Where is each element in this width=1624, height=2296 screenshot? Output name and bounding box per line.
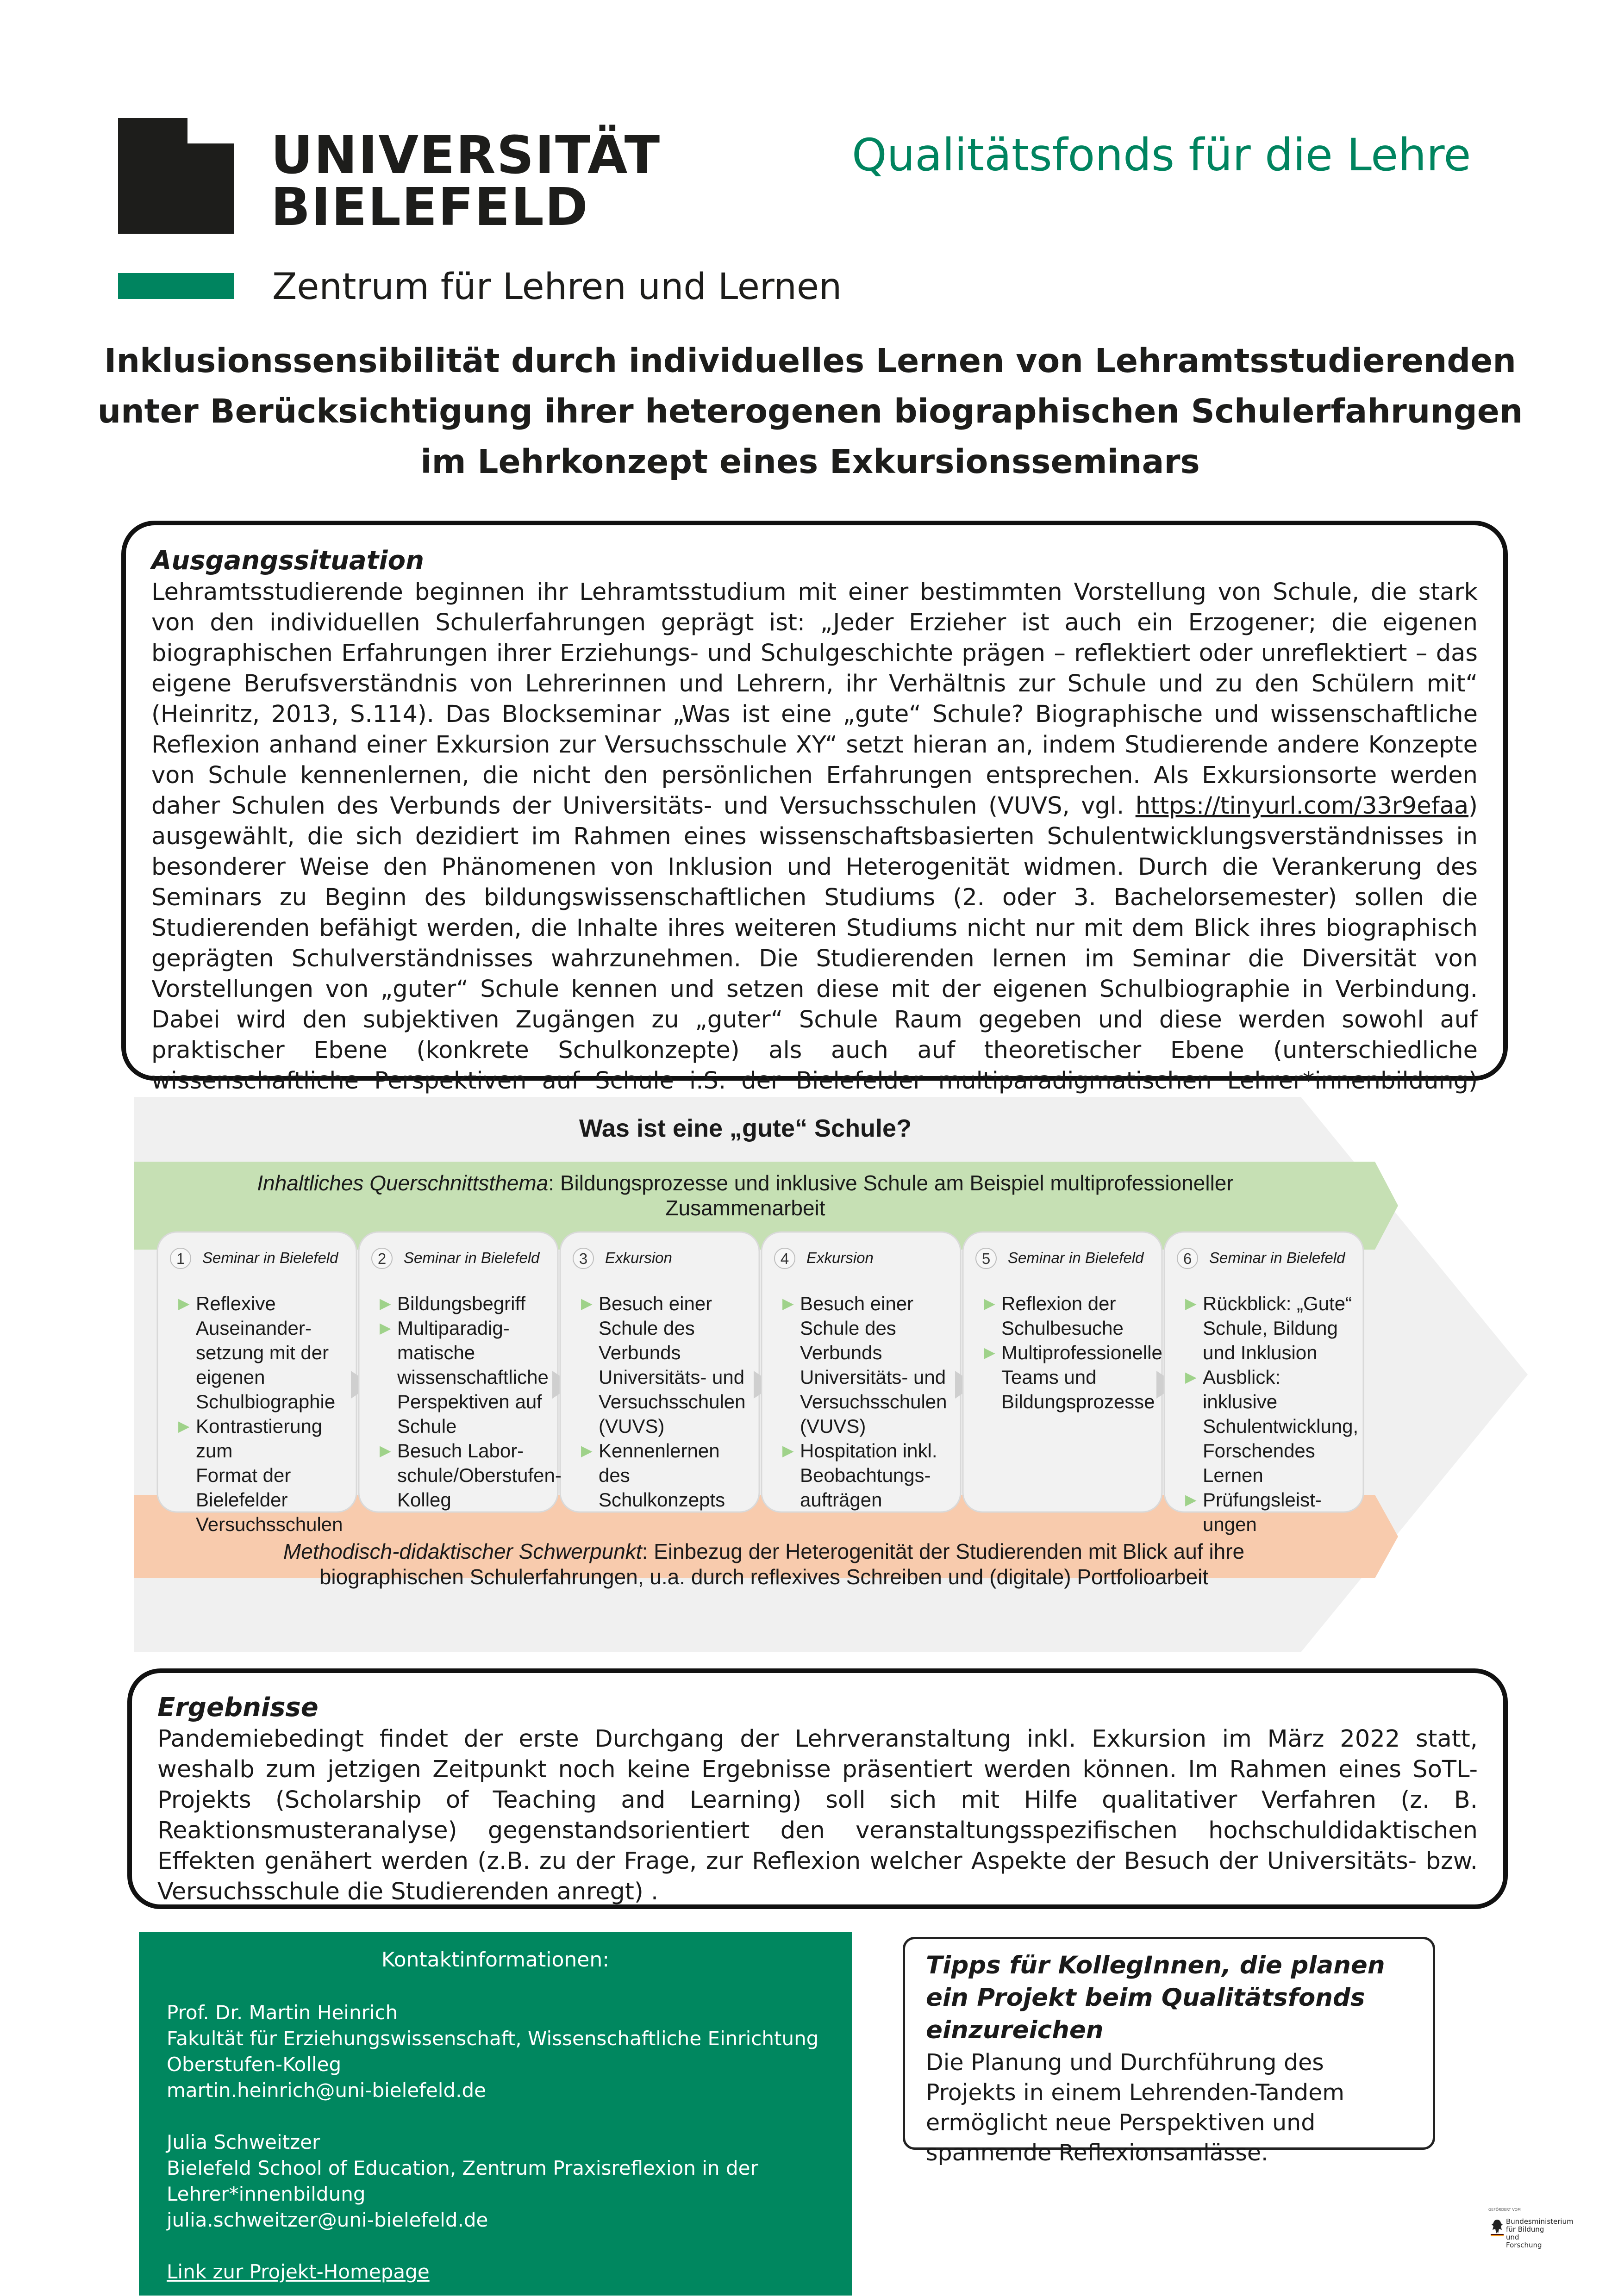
card-bullet-line: Forschendes (1203, 1440, 1315, 1462)
card-bullet-line: Versuchsschulen (196, 1513, 343, 1535)
diagram-title: Was ist eine „gute“ Schule? (579, 1114, 912, 1142)
contact-1-email[interactable]: martin.heinrich@uni-bielefeld.de (167, 2079, 486, 2102)
card-bullet-line: ▶ Multiprofessionelle (984, 1340, 1157, 1365)
ausgang-text (151, 577, 1478, 1127)
card-number: 4 (780, 1250, 789, 1267)
card-label: Seminar in Bielefeld (202, 1249, 338, 1266)
top-band-rest: : Bildungsprozesse und inklusive Schule am Beispiel multiprofessioneller (548, 1171, 1234, 1195)
card-bullet-line: Schule (397, 1415, 457, 1437)
bottom-band-italic: Methodisch-didaktischer Schwerpunkt (283, 1539, 642, 1563)
card-bullet-line: Universitäts- und (599, 1366, 745, 1388)
card-bullet-line: Kolleg (397, 1489, 451, 1511)
card-bullet-line: ▶ Kennenlernen des (581, 1438, 755, 1487)
card-bullet-line: Schule des (800, 1317, 896, 1339)
card-bullet-line: Schulbesuche (1001, 1317, 1124, 1339)
bottom-band-line-2: biographischen Schulerfahrungen, u.a. durch reflexives Schreiben und (digitale) Portfolioarbeit (319, 1565, 1209, 1589)
tips-box (903, 1937, 1435, 2166)
card-bullet-line: ▶ Besuch einer (581, 1291, 755, 1316)
card-bullet-line: ▶ Besuch einer (782, 1291, 956, 1316)
card-number: 1 (176, 1250, 185, 1267)
tips-heading: Tipps für KollegInnen, die planen ein Projekt beim Qualitätsfonds einzureichen (926, 1951, 1385, 2044)
section-ergebnisse (127, 1668, 1508, 1909)
contact-2-affiliation-2: Lehrer*innenbildung (167, 2183, 366, 2205)
card-bullet-line: ▶ Hospitation inkl. (782, 1438, 956, 1463)
card-bullet-line: (VUVS) (599, 1415, 665, 1437)
card-bullet-line: wissenschaftliche (397, 1366, 549, 1388)
top-band-italic: Inhaltliches Querschnittsthema (257, 1171, 549, 1195)
card-bullet-line: schule/Oberstufen- (397, 1464, 562, 1486)
tips-text: Die Planung und Durchführung des Projekts in einem Lehrenden-Tandem ermöglicht neue Perspektiven und spannende Reflexionsanlässe. (926, 2049, 1344, 2166)
card-label: Seminar in Bielefeld (1008, 1249, 1144, 1266)
ausgang-text-part-2: ) ausgewählt, die sich dezidiert im Rahmen eines wissenschaftsbasierten Schulentwicklungsverständnisses in besonderer Weise den Phänomenen von Inklusion und Heterogenität widmen. Durch die Verankerung des Seminars zu Beginn des bildungswissenschaftlichen Studiums (2. oder 3. Bachelorsemester) sollen die Studierenden befähigt werden, die Inhalte ihres weiteren Studiums nicht nur mit dem Blick ihres biographisch geprägten Schulverständnisses wahrzunehmen. Die Studierenden lernen im Seminar die Diversität von Vorstellungen von „guter“ Schule kennen und setzen diese mit der eigenen Schulbiographie in Verbindung. Dabei wird den subjektiven Zugängen zu „guter“ Schule Raum gegeben und diese werden sowohl auf praktischer Ebene (konkrete Schulkonzepte) als auch auf theoretischer Ebene (unterschiedliche wissenschaftliche Perspektiven auf Schule i.S. der Bielefelder multiparadigmatischen Lehrer*innenbildung) (151, 792, 1478, 1095)
bottom-band-line-1 (283, 1539, 1244, 1563)
card-bullet-line: ▶ Reflexion der (984, 1291, 1157, 1316)
card-bullet-line: Versuchsschulen (800, 1391, 947, 1412)
bottom-band-rest: : Einbezug der Heterogenität der Studierenden mit Blick auf ihre (642, 1539, 1245, 1563)
card-bullet-line: Schulkonzepts (599, 1489, 725, 1511)
card-bullet-line: Perspektiven auf (397, 1391, 542, 1412)
card-bullet-line: Schule, Bildung (1203, 1317, 1338, 1339)
contact-2-name: Julia Schweitzer (167, 2131, 320, 2153)
university-line-1: UNIVERSITÄT (271, 125, 661, 186)
card-bullet-line: Bielefelder (196, 1489, 288, 1511)
title-line-3: im Lehrkonzept eines Exkursionsseminars (420, 442, 1200, 481)
vuvs-link[interactable]: https://tinyurl.com/33r9efaa (1135, 792, 1469, 820)
sponsor-name (1506, 2217, 1574, 2249)
accent-bar (118, 273, 234, 299)
card-bullet-line: (VUVS) (800, 1415, 866, 1437)
contact-panel (139, 1932, 852, 2296)
sponsor-logo (1488, 2208, 1574, 2277)
card-bullet-line: Format der (196, 1464, 291, 1486)
card-bullet-line: ▶ Prüfungsleist- (1185, 1487, 1359, 1512)
card-bullet-line: ▶ Besuch Labor- (380, 1438, 553, 1463)
university-logo-mark (118, 118, 234, 234)
card-bullet-line: Versuchsschulen (599, 1391, 746, 1412)
card-bullet-line: setzung mit der (196, 1342, 329, 1363)
card-label: Seminar in Bielefeld (404, 1249, 540, 1266)
section-ausgangssituation (121, 521, 1508, 1095)
ausgang-text-part-1: Lehramtsstudierende beginnen ihr Lehramtsstudium mit einer bestimmten Vorstellung von Schule, die stark von den individuellen Schulerfahrungen geprägt ist: „Jeder Erzieher ist auch ein Erzogener; die eigenen biographischen Erfahrungen ihrer Erziehungs- und Schulgeschichte prägen – reflektiert oder unreflektiert – das eigene Berufsverständnis von Lehrerinnen und Lehrern, ihr Verhältnis zur Schule und zu den Schülern mit“ (Heinritz, 2013, S.114). Das Blockseminar „Was ist eine „gute“ Schule? Biographische und wissenschaftliche Reflexion anhand einer Exkursion zur Versuchsschule XY“ setzt hieran an, indem Studierende andere Konzepte von Schule kennenlernen, die nicht den persönlichen Erfahrungen entsprechen. Als Exkursionsorte werden daher Schulen des Verbunds der Universitäts- und Versuchsschulen (VUVS, vgl. (151, 579, 1478, 820)
card-bullet-line: Schule des (599, 1317, 695, 1339)
federal-eagle-icon (1491, 2218, 1504, 2236)
card-bullets (984, 1291, 1162, 1414)
university-line-2: BIELEFELD (271, 177, 589, 237)
fund-title: Qualitätsfonds für die Lehre (852, 129, 1471, 181)
sponsor-line-2: für Bildung (1506, 2225, 1544, 2234)
card-bullet-line: Auseinander- (196, 1317, 312, 1339)
contact-2-affiliation-1: Bielefeld School of Education, Zentrum Praxisreflexion in der (167, 2157, 758, 2179)
card-label: Exkursion (806, 1249, 874, 1266)
card-bullet-line: Lernen (1203, 1464, 1263, 1486)
card-bullet-line: matische (397, 1342, 475, 1363)
card-bullet-line: Verbunds (800, 1342, 882, 1363)
card-bullet-line: Teams und (1001, 1366, 1097, 1388)
card-bullets (782, 1291, 956, 1512)
contact-1-name: Prof. Dr. Martin Heinrich (167, 2001, 398, 2024)
card-number: 6 (1183, 1250, 1192, 1267)
top-band-line-1 (257, 1171, 1233, 1195)
card-bullets (581, 1291, 755, 1512)
ausgang-heading: Ausgangssituation (151, 546, 424, 576)
card-bullet-line: Bildungsprozesse (1001, 1391, 1155, 1412)
card-label: Seminar in Bielefeld (1209, 1249, 1345, 1266)
card-bullet-line: ▶ Kontrastierung zum (178, 1414, 352, 1463)
card-bullets (178, 1291, 352, 1537)
contact-1-affiliation-1: Fakultät für Erziehungswissenschaft, Wissenschaftliche Einrichtung (167, 2027, 819, 2050)
title-line-2: unter Berücksichtigung ihrer heterogenen biographischen Schulerfahrungen (97, 392, 1523, 430)
card-bullet-line: Beobachtungs- (800, 1464, 931, 1486)
card-number: 3 (579, 1250, 588, 1267)
poster-title (93, 336, 1528, 487)
card-bullet-line: ▶ Rückblick: „Gute“ (1185, 1291, 1359, 1316)
card-bullet-line: Schulbiographie (196, 1391, 336, 1412)
card-bullet-line: Schulentwicklung, (1203, 1415, 1359, 1437)
card-bullet-line: ▶ Bildungsbegriff (380, 1291, 553, 1316)
contact-2-email[interactable]: julia.schweitzer@uni-bielefeld.de (167, 2209, 488, 2231)
ergebnisse-text: Pandemiebedingt findet der erste Durchgang der Lehrveranstaltung inkl. Exkursion im März 2022 statt, weshalb zum jetzigen Zeitpunkt noch keine Ergebnisse präsentiert werden können. Im Rahmen eines SoTL-Projekts (Scholarship of Teaching and Learning) soll sich mit Hilfe qualitativer Verfahren (z. B. Reaktionsmusteranalyse) gegenstandsorientiert den veranstaltungsspezifischen hochschuldidaktischen Effekten genähert werden (z.B. zu der Frage, zur Reflexion welcher Aspekte der Besuch der Universitäts- bzw. Versuchsschule die Studierenden anregt) . (157, 1725, 1478, 1905)
card-bullet-line: Verbunds (599, 1342, 681, 1363)
card-bullets (1185, 1291, 1359, 1537)
sponsor-label: GEFÖRDERT VOM (1488, 2208, 1521, 2212)
card-bullet-line: Universitäts- und (800, 1366, 946, 1388)
card-label: Exkursion (605, 1249, 672, 1266)
card-bullet-line: aufträgen (800, 1489, 882, 1511)
card-number: 5 (981, 1250, 991, 1267)
title-line-1: Inklusionssensibilität durch individuelles Lernen von Lehramtsstudierenden (104, 342, 1516, 380)
contact-heading: Kontaktinformationen: (381, 1948, 610, 1972)
contact-1-affiliation-2: Oberstufen-Kolleg (167, 2053, 342, 2076)
card-bullets (380, 1291, 562, 1512)
sponsor-line-3: und Forschung (1506, 2233, 1542, 2249)
center-name: Zentrum für Lehren und Lernen (272, 266, 842, 308)
card-bullet-line: ▶ Ausblick: inklusive (1185, 1365, 1359, 1414)
card-bullet-line: ▶ Reflexive (178, 1291, 352, 1316)
sponsor-line-1: Bundesministerium (1506, 2217, 1574, 2226)
card-number: 2 (377, 1250, 387, 1267)
card-bullet-line: eigenen (196, 1366, 265, 1388)
project-homepage-link[interactable]: Link zur Projekt-Homepage (167, 2260, 430, 2283)
card-bullet-line: und Inklusion (1203, 1342, 1318, 1363)
card-bullet-line: ▶ Multiparadig- (380, 1316, 553, 1340)
top-band-line-2: Zusammenarbeit (665, 1196, 825, 1220)
ergebnisse-heading: Ergebnisse (157, 1692, 319, 1723)
card-bullet-line: ungen (1203, 1513, 1257, 1535)
university-name (271, 125, 661, 237)
process-diagram (134, 1097, 1528, 1652)
